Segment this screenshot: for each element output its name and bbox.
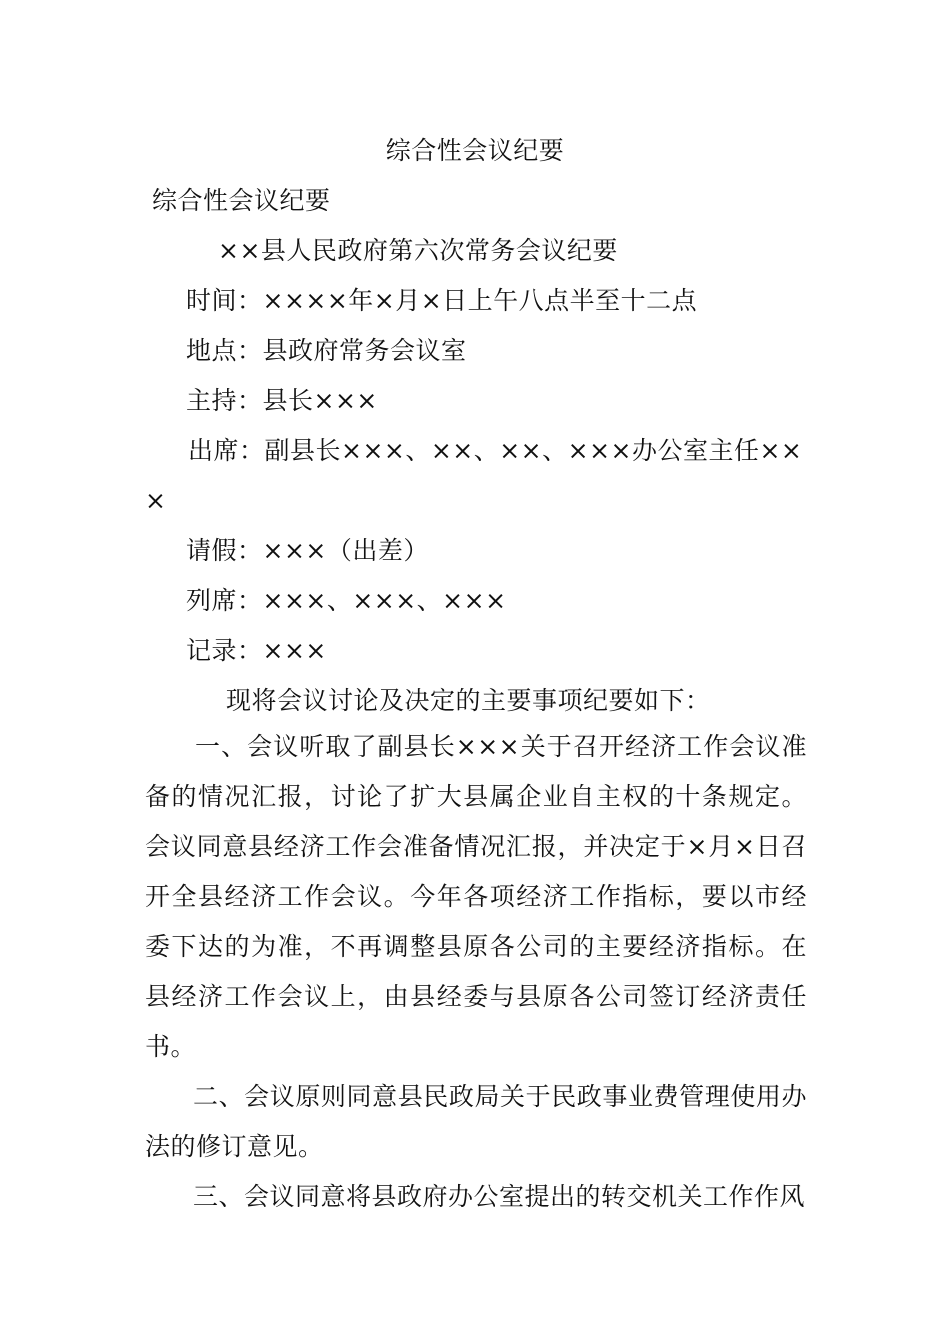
meeting-heading: ××县人民政府第六次常务会议纪要 [218, 236, 618, 265]
meeting-place: 地点：县政府常务会议室 [186, 336, 467, 365]
minutes-item-3: 三、会议同意将县政府办公室提出的转交机关工作作风 [193, 1182, 806, 1211]
meeting-leave: 请假：×××（出差） [186, 536, 429, 565]
minutes-item-2: 二、会议原则同意县民政局关于民政事业费管理使用办法的修订意见。 [145, 1082, 807, 1161]
document-subtitle: 综合性会议纪要 [152, 186, 331, 215]
document-title: 综合性会议纪要 [385, 136, 565, 165]
meeting-observers: 列席：×××、×××、××× [186, 586, 507, 615]
meeting-time: 时间：××××年×月×日上午八点半至十二点 [186, 286, 698, 315]
meeting-recorder: 记录：××× [186, 636, 327, 665]
meeting-attendees-continued: × [145, 486, 167, 515]
meeting-host: 主持：县长××× [186, 386, 378, 415]
minutes-item-1: 一、会议听取了副县长×××关于召开经济工作会议准备的情况汇报，讨论了扩大县属企业自主权的十条规定。会议同意县经济工作会准备情况汇报，并决定于×月×日召开全县经济工作会议。今年各项经济工作指标，要以市经委下达的为准，不再调整县原各公司的主要经济指标。在县经济工作会议上，由县经委与县原各公司签订经济责任书。 [145, 732, 807, 1061]
meeting-attendees: 出席：副县长×××、××、××、×××办公室主任×× [188, 436, 803, 465]
minutes-intro: 现将会议讨论及决定的主要事项纪要如下： [226, 686, 711, 715]
